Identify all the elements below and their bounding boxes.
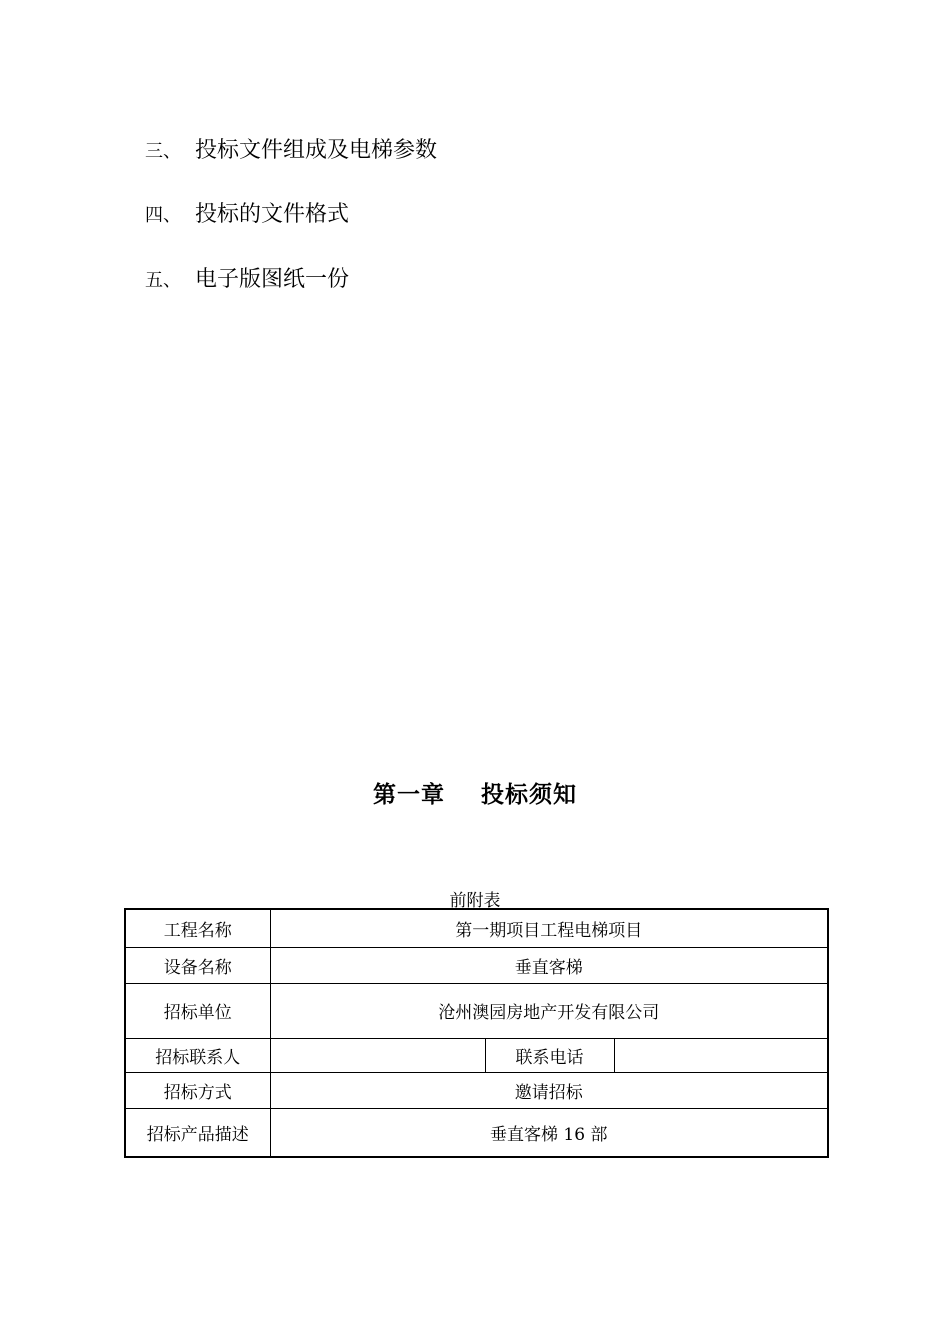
front-table bbox=[124, 908, 829, 1158]
toc-item-3 bbox=[145, 135, 437, 167]
contact-label: 招标联系人 bbox=[125, 1038, 270, 1072]
tender-method-value: 邀请招标 bbox=[270, 1072, 828, 1108]
product-desc-value: 垂直客梯 16 部 bbox=[270, 1108, 828, 1157]
table-row bbox=[125, 947, 828, 983]
toc-number: 四、 bbox=[145, 205, 181, 226]
toc-text: 投标文件组成及电梯参数 bbox=[195, 138, 438, 163]
contact-value bbox=[270, 1038, 485, 1072]
table-row bbox=[125, 909, 828, 947]
toc-text: 投标的文件格式 bbox=[195, 202, 350, 227]
toc-item-5 bbox=[145, 264, 349, 296]
toc-text: 电子版图纸一份 bbox=[195, 267, 350, 292]
toc-number: 五、 bbox=[145, 270, 181, 291]
table-row bbox=[125, 1108, 828, 1157]
table-row bbox=[125, 1038, 828, 1072]
tender-unit-value: 沧州澳园房地产开发有限公司 bbox=[270, 983, 828, 1038]
table-caption: 前附表 bbox=[449, 891, 501, 911]
tender-method-label: 招标方式 bbox=[125, 1072, 270, 1108]
product-desc-label: 招标产品描述 bbox=[125, 1108, 270, 1157]
phone-value bbox=[614, 1038, 828, 1072]
table-row bbox=[125, 1072, 828, 1108]
tender-unit-label: 招标单位 bbox=[125, 983, 270, 1038]
equipment-name-label: 设备名称 bbox=[125, 947, 270, 983]
project-name-label: 工程名称 bbox=[125, 909, 270, 947]
toc-item-4 bbox=[145, 199, 349, 231]
equipment-name-value: 垂直客梯 bbox=[270, 947, 828, 983]
project-name-value: 第一期项目工程电梯项目 bbox=[270, 909, 828, 947]
table-row bbox=[125, 983, 828, 1038]
phone-label: 联系电话 bbox=[485, 1038, 614, 1072]
toc-number: 三、 bbox=[145, 141, 181, 162]
chapter-title: 第一章 投标须知 bbox=[372, 781, 578, 808]
